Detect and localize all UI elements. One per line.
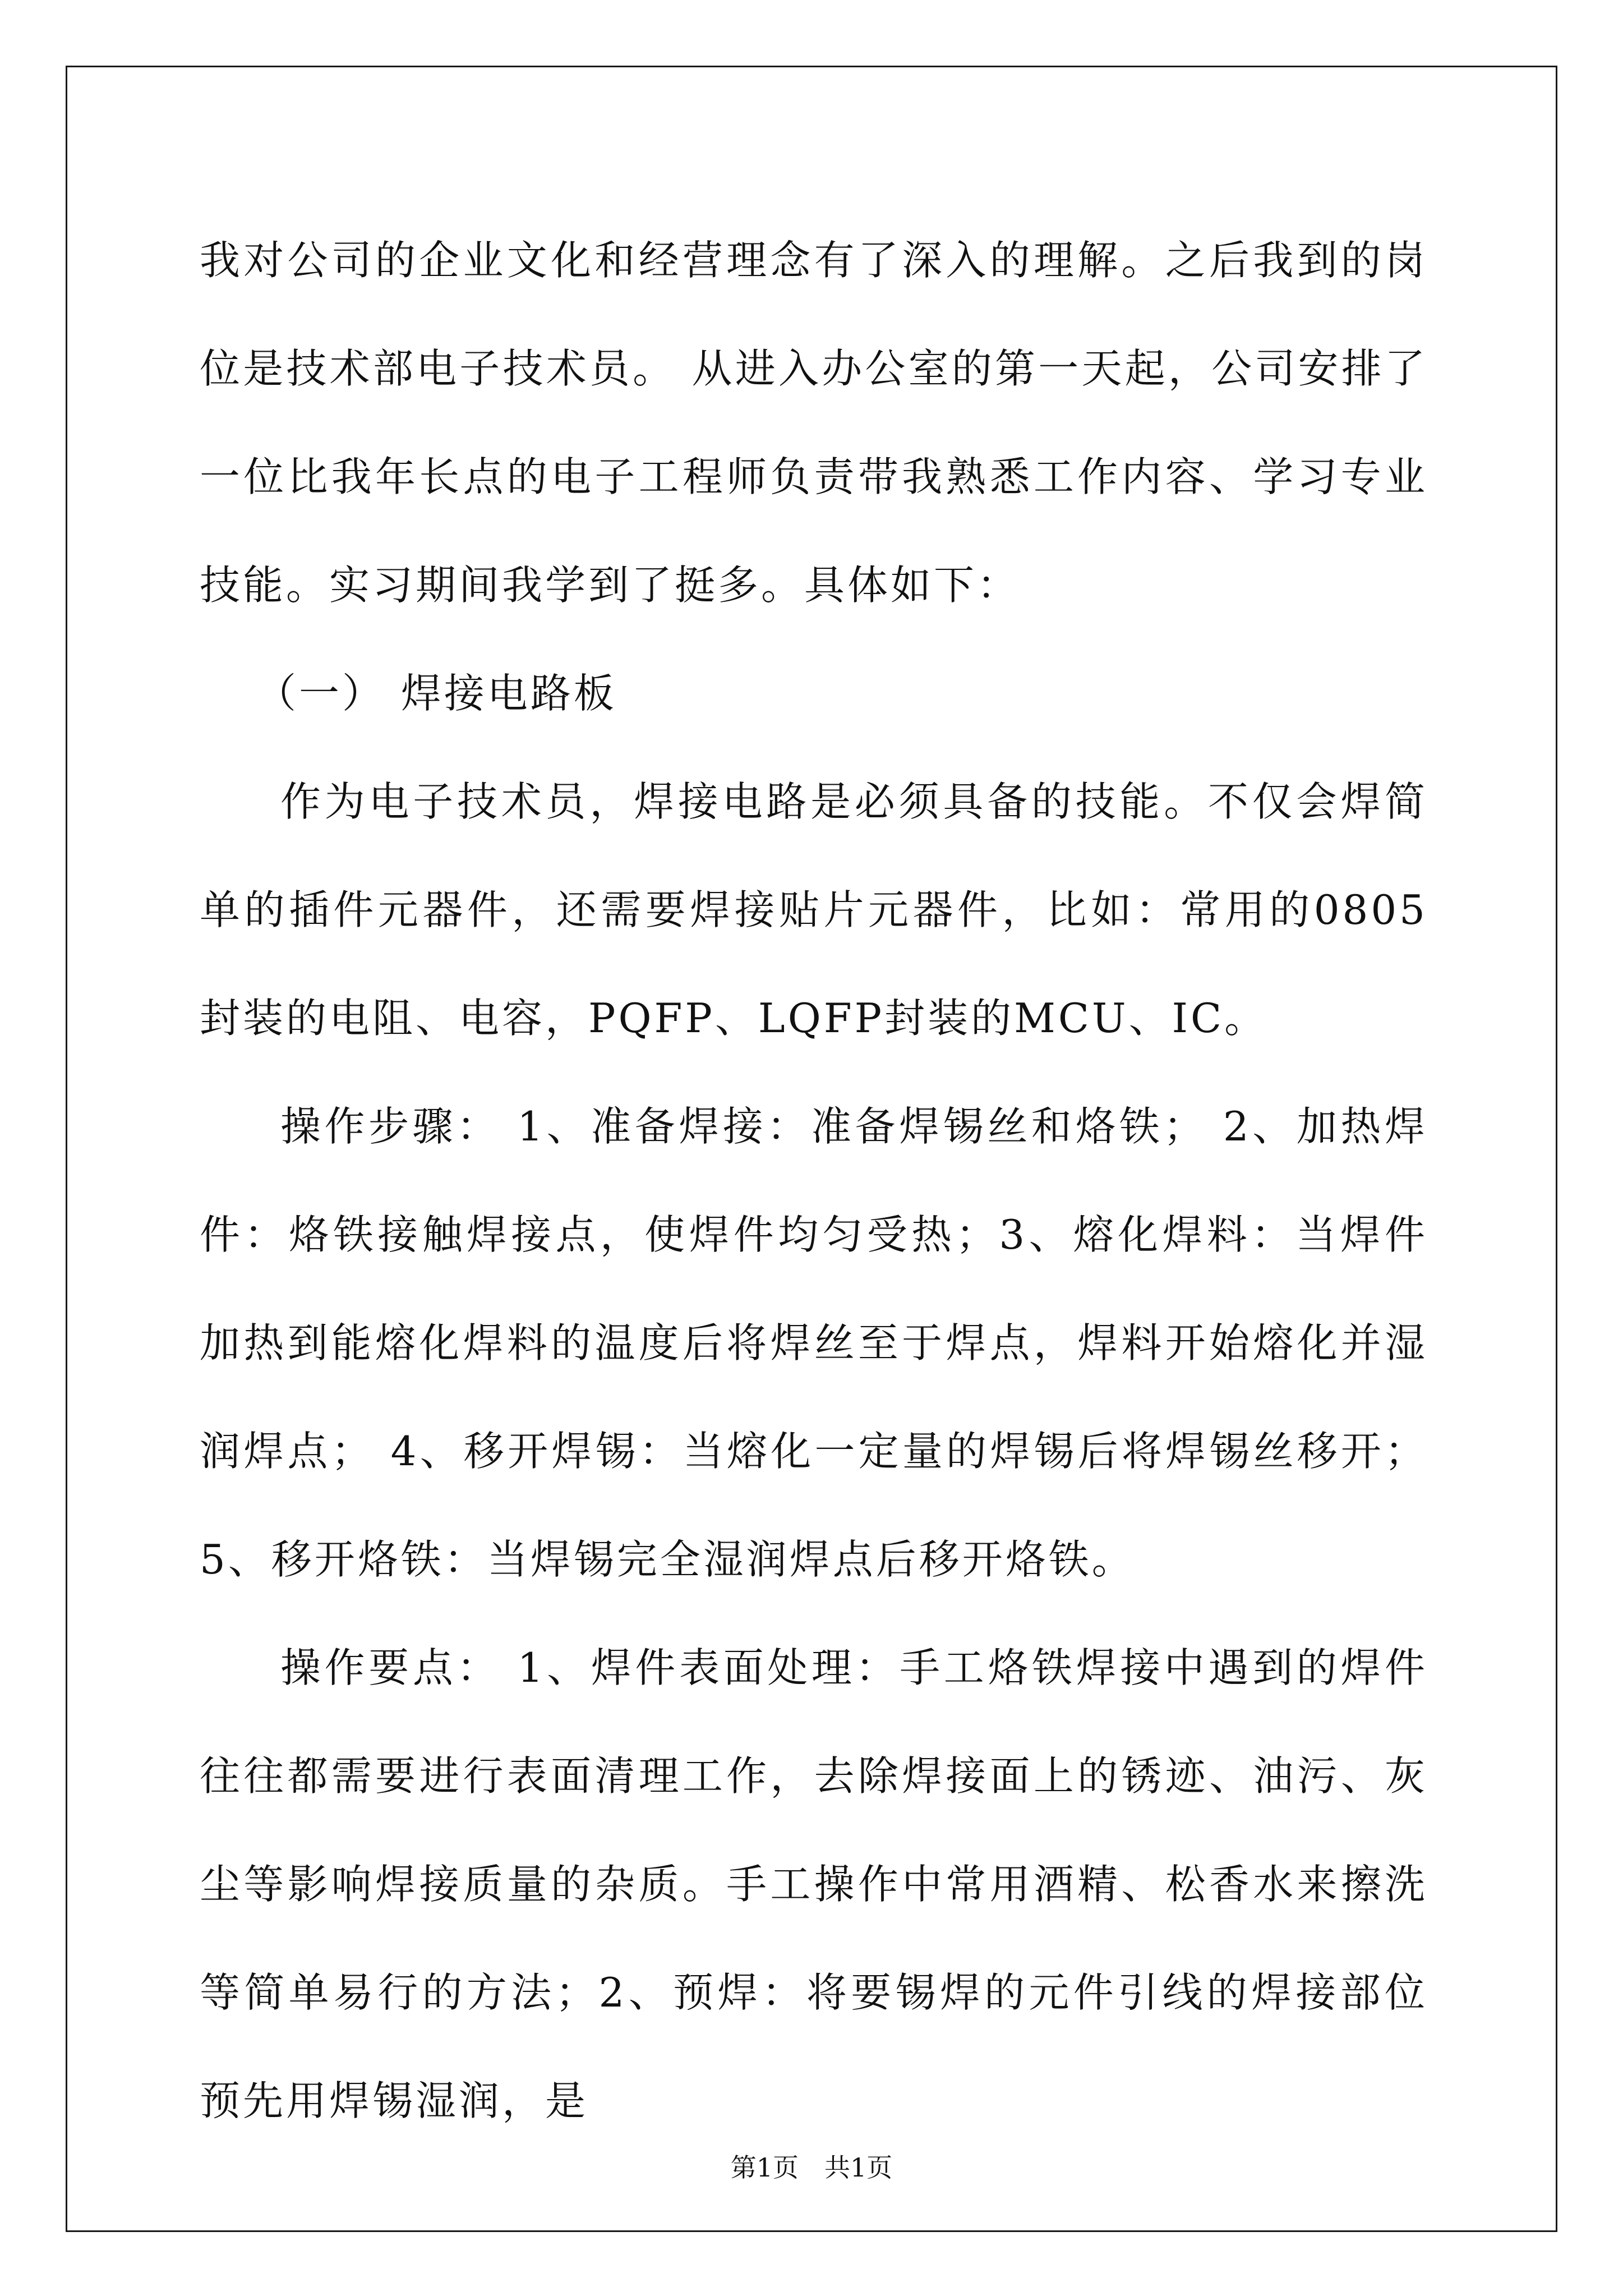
document-body	[200, 206, 1428, 2155]
paragraph-intro: 我对公司的企业文化和经营理念有了深入的理解。之后我到的岗位是技术部电子技术员。 从进入办公室的第一天起，公司安排了一位比我年长点的电子工程师负责带我熟悉工作内容、学习专业技能。实习期间我学到了挺多。具体如下：	[200, 237, 1428, 609]
page-number-footer: 第1页 共1页	[730, 2152, 893, 2183]
paragraph-operation-points: 操作要点： 1、焊件表面处理：手工烙铁焊接中遇到的焊件往往都需要进行表面清理工作，去除焊接面上的锈迹、油污、灰尘等影响焊接质量的杂质。手工操作中常用酒精、松香水来擦洗等简单易行的方法；2、预焊：将要锡焊的元件引线的焊接部位预先用焊锡湿润，是	[200, 1644, 1428, 2124]
paragraph-operation-steps: 操作步骤： 1、准备焊接：准备焊锡丝和烙铁； 2、加热焊件：烙铁接触焊接点，使焊件均匀受热；3、熔化焊料：当焊件加热到能熔化焊料的温度后将焊丝至于焊点，焊料开始熔化并湿润焊点； 4、移开焊锡：当熔化一定量的焊锡后将焊锡丝移开； 5、移开烙铁：当焊锡完全湿润焊点后移开烙铁。	[200, 1103, 1428, 1583]
section-heading: （一） 焊接电路板	[256, 670, 617, 717]
paragraph-welding-skill: 作为电子技术员，焊接电路是必须具备的技能。不仅会焊简单的插件元器件，还需要焊接贴片元器件，比如：常用的0805封装的电阻、电容，PQFP、LQFP封装的MCU、IC。	[200, 778, 1428, 1042]
